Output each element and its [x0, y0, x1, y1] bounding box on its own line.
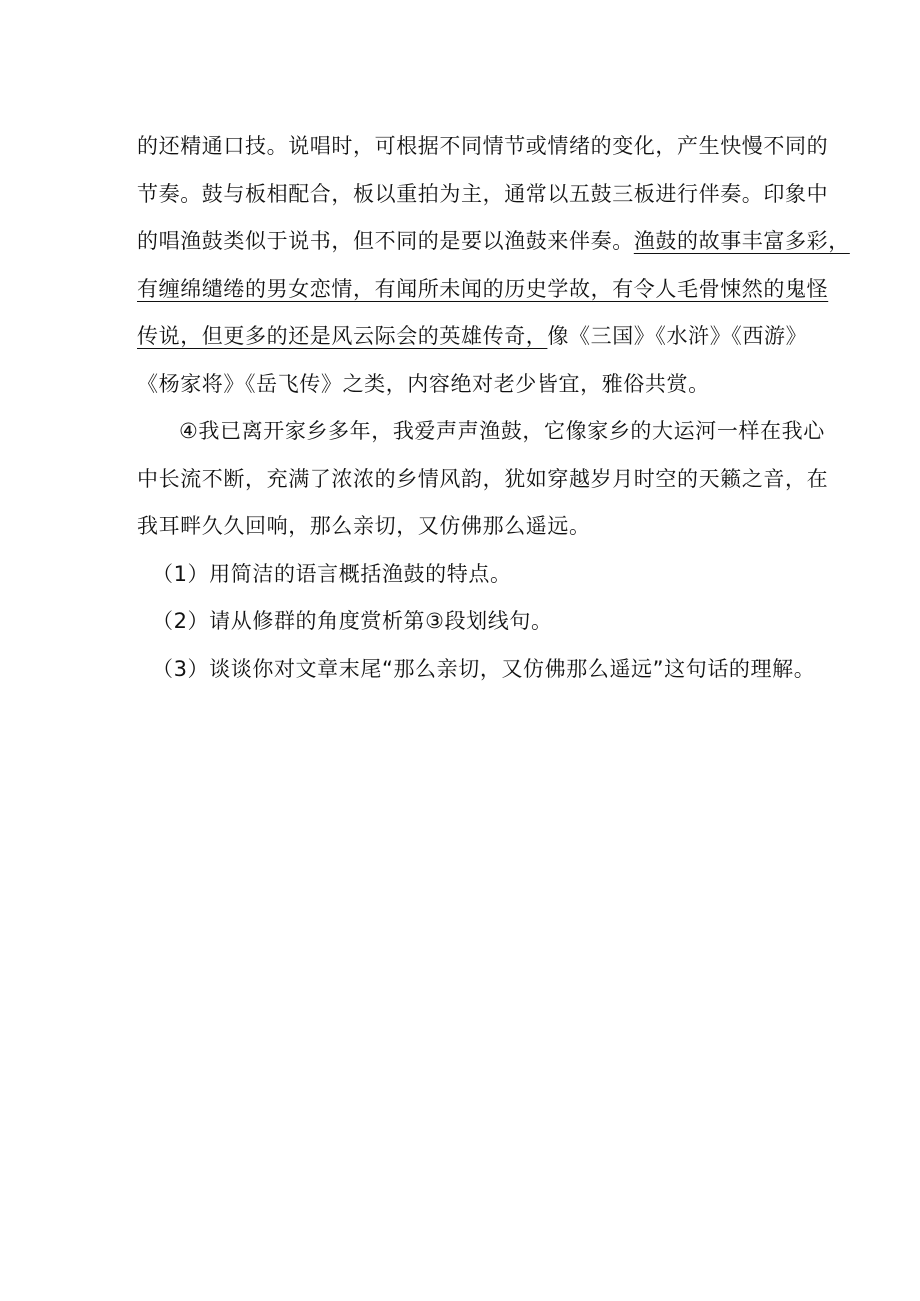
paragraph-4-line: [137, 461, 829, 498]
paragraph-3-line: [137, 271, 829, 308]
underlined-sentence: 有缠绵缱绻的男女恋情，有闻所未闻的历史学故，有令人毛骨悚然的鬼怪: [137, 276, 829, 301]
question-1: [152, 556, 797, 593]
text-run: 的还精通口技。说唱时，可根据不同情节或情绪的变化，产生快慢不同的: [137, 134, 829, 158]
text-run: 中长流不断，充满了浓浓的乡情风韵，犹如穿越岁月时空的天籁之音，在: [137, 466, 829, 491]
paragraph-4-line: [137, 413, 825, 450]
question-text: （2）请从修群的角度赏析第③段划线句。: [152, 609, 553, 633]
text-run: 的唱渔鼓类似于说书，但不同的是要以渔鼓来伴奏。: [137, 229, 634, 253]
underlined-sentence: 传说，但更多的还是风云际会的英雄传奇，: [137, 324, 548, 348]
paragraph-3-line: [137, 318, 808, 355]
text-run: 节奏。鼓与板相配合，板以重拍为主，通常以五鼓三板进行伴奏。印象中: [137, 181, 829, 206]
question-2: [152, 603, 797, 640]
question-text: （3）谈谈你对文章末尾“那么亲切，又仿佛那么遥远”这句话的理解。: [152, 656, 816, 681]
text-run: 像《三国》《水浒》《西游》: [547, 324, 808, 348]
paragraph-3-line: [137, 176, 829, 213]
underlined-sentence: 渔鼓的故事丰富多彩，: [633, 229, 850, 253]
paragraph-4-line: [137, 508, 797, 545]
question-text: （1）用简洁的语言概括渔鼓的特点。: [152, 561, 512, 586]
paragraph-3-line: [137, 223, 850, 260]
text-run: 《杨家将》《岳飞传》之类，内容绝对老少皆宜，雅俗共赏。: [137, 371, 710, 396]
text-run: 我耳畔久久回响，那么亲切，又仿佛那么遥远。: [137, 514, 591, 538]
paragraph-3-line: [137, 128, 829, 165]
document-body: [137, 128, 850, 698]
question-3: [152, 651, 816, 688]
paragraph-3-line: [137, 366, 797, 403]
text-run: ④我已离开家乡多年，我爱声声渔鼓，它像家乡的大运河一样在我心: [179, 419, 825, 443]
